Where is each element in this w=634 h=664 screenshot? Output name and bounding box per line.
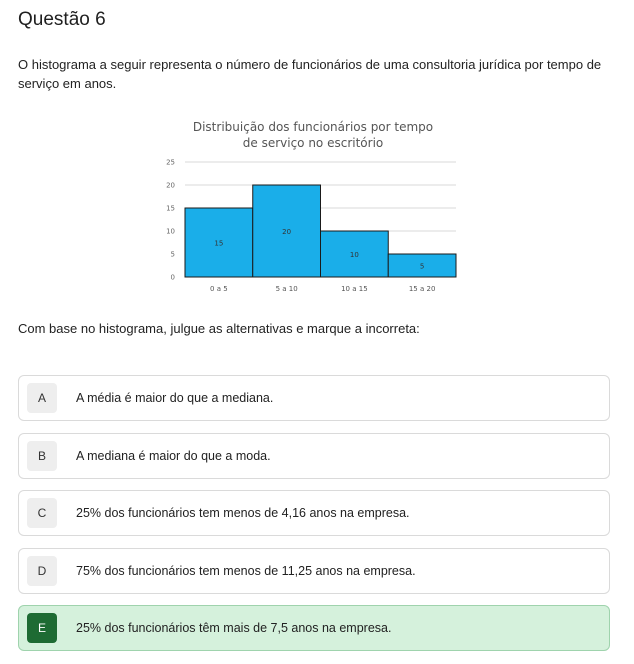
option-e[interactable] [18,605,610,651]
histogram-chart [150,115,470,300]
option-letter: E [27,613,57,643]
y-tick-label: 5 [170,250,175,259]
option-text: A mediana é maior do que a moda. [76,449,271,463]
option-d[interactable] [18,548,610,594]
x-tick-label: 10 a 15 [341,285,368,293]
option-c[interactable] [18,490,610,536]
option-text: A média é maior do que a mediana. [76,391,274,405]
x-tick-label: 0 a 5 [210,285,228,293]
y-tick-label: 15 [166,204,175,213]
y-tick-label: 10 [166,227,175,236]
bar-value-label: 10 [349,251,359,259]
option-text: 75% dos funcionários tem menos de 11,25 anos na empresa. [76,564,416,578]
option-letter: C [27,498,57,528]
y-tick-label: 0 [170,273,175,282]
option-text: 25% dos funcionários tem menos de 4,16 anos na empresa. [76,506,410,520]
y-tick-label: 25 [166,158,175,167]
option-letter: B [27,441,57,471]
option-text: 25% dos funcionários têm mais de 7,5 anos na empresa. [76,621,392,635]
bar-value-label: 5 [419,262,425,271]
option-letter: A [27,383,57,413]
bar-value-label: 20 [282,228,292,236]
histogram-svg [150,115,470,300]
chart-title: de serviço no escritório [242,136,384,150]
option-letter: D [27,556,57,586]
x-tick-label: 15 a 20 [408,285,436,293]
bar-value-label: 15 [214,239,224,248]
option-a[interactable] [18,375,610,421]
question-title: Questão 6 [18,9,106,30]
chart-title: Distribuição dos funcionários por tempo [192,120,434,134]
question-prompt: Com base no histograma, julgue as alternativas e marque a incorreta: [18,321,420,336]
x-tick-label: 5 a 10 [275,285,298,293]
question-intro: O histograma a seguir representa o número de funcionários de uma consultoria jurídica por tempo de serviço em anos. [18,57,602,91]
y-tick-label: 20 [166,181,175,190]
option-b[interactable] [18,433,610,479]
